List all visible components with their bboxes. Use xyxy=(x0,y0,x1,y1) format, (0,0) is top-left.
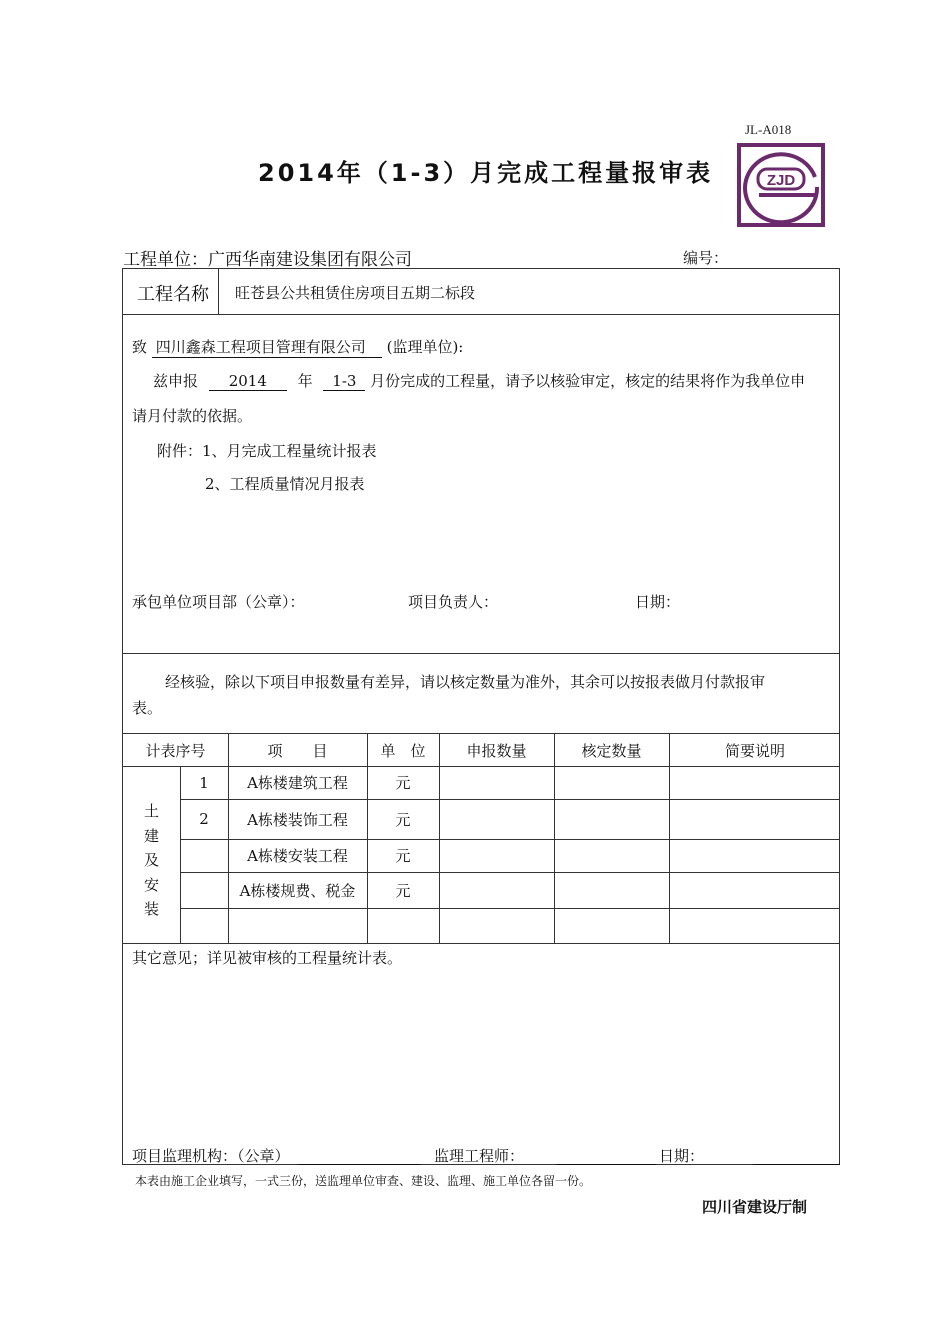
row-1-item: A栋楼建筑工程 xyxy=(247,774,348,792)
row-3-declared[interactable] xyxy=(439,839,554,872)
row-1-no: 1 xyxy=(199,773,209,792)
col-header-declared: 申报数量 xyxy=(466,741,527,760)
row-5-note[interactable] xyxy=(669,908,841,943)
form-table xyxy=(122,268,840,1165)
verification-line-1: 经核验，除以下项目申报数量有差异，请以核定数量为准外，其余可以按报表做月付款报审 xyxy=(165,673,766,691)
row-4-no xyxy=(180,872,228,908)
supervisor-name[interactable]: 四川鑫森工程项目管理有限公司 xyxy=(152,336,382,358)
serial-label: 编号： xyxy=(683,249,729,267)
col-header-no: 计表序号 xyxy=(145,741,206,760)
row-3-approved[interactable] xyxy=(554,839,669,872)
col-header-note: 简要说明 xyxy=(724,741,785,760)
attachments-line-1: 附件：1、月完成工程量统计报表 xyxy=(157,442,377,460)
engineer-signature-line[interactable] xyxy=(556,1164,656,1165)
page-title: 2014年（1-3）月完成工程量报审表 xyxy=(258,159,714,187)
row-2-declared[interactable] xyxy=(439,799,554,839)
row-5-declared[interactable] xyxy=(439,908,554,943)
row-2-note[interactable] xyxy=(669,799,841,839)
row-3-note[interactable] xyxy=(669,839,841,872)
other-opinion: 其它意见；详见被审核的工程量统计表。 xyxy=(132,949,403,967)
row-4-declared[interactable] xyxy=(439,872,554,908)
zjd-logo-icon xyxy=(737,143,825,227)
supervision-org-label: 项目监理机构：（公章） xyxy=(132,1147,290,1165)
declare-months[interactable]: 1-3 xyxy=(323,372,365,391)
row-2-unit: 元 xyxy=(395,810,411,829)
form-code: JL-A018 xyxy=(745,122,792,137)
supervision-date-label: 日期： xyxy=(659,1147,705,1165)
row-1-declared[interactable] xyxy=(439,766,554,799)
row-3-item: A栋楼安装工程 xyxy=(247,847,348,865)
declare-year[interactable]: 2014 xyxy=(209,372,287,391)
row-5-no xyxy=(180,908,228,943)
svg-text:ZJD: ZJD xyxy=(766,172,796,189)
verification-line-2: 表。 xyxy=(132,699,163,717)
issuer-label: 四川省建设厅制 xyxy=(702,1198,808,1216)
row-1-approved[interactable] xyxy=(554,766,669,799)
contractor-label: 工程单位： xyxy=(123,250,208,270)
row-1-note[interactable] xyxy=(669,766,841,799)
date-signature-line[interactable] xyxy=(753,1164,840,1165)
contractor-line xyxy=(123,245,412,270)
project-manager-label: 项目负责人： xyxy=(408,593,499,611)
footer-note: 本表由施工企业填写，一式三份，送监理单位审查、建设、监理、施工单位各留一份。 xyxy=(135,1174,592,1188)
attachment-2: 2、工程质量情况月报表 xyxy=(205,475,365,493)
row-4-unit: 元 xyxy=(395,881,411,900)
group-label-civil-install: 土 建 及 安 装 xyxy=(143,802,159,918)
row-5-item[interactable] xyxy=(228,908,367,943)
supervision-engineer-label: 监理工程师： xyxy=(434,1147,525,1165)
row-1-unit: 元 xyxy=(395,774,411,792)
project-name-label: 工程名称 xyxy=(137,284,209,305)
contractor-value: 广西华南建设集团有限公司 xyxy=(208,250,412,270)
col-header-approved: 核定数量 xyxy=(581,741,642,760)
row-3-no xyxy=(180,839,228,872)
contractor-seal-label: 承包单位项目部（公章）： xyxy=(132,593,305,611)
row-4-item: A栋楼规费、税金 xyxy=(239,881,356,900)
declaration-line: 兹申报 2014 年 1-3 月份完成的工程量，请予以核验审定，核定的结果将作为我单位申 xyxy=(153,372,806,390)
row-5-approved[interactable] xyxy=(554,908,669,943)
col-header-unit: 单 位 xyxy=(380,741,426,760)
row-4-approved[interactable] xyxy=(554,872,669,908)
row-4-note[interactable] xyxy=(669,872,841,908)
row-2-item: A栋楼装饰工程 xyxy=(247,810,348,829)
addressee-line: 致 四川鑫森工程项目管理有限公司 (监理单位): xyxy=(132,338,464,356)
declaration-line-2: 请月付款的依据。 xyxy=(132,407,253,425)
col-header-item: 项 目 xyxy=(267,741,328,760)
row-2-no: 2 xyxy=(199,810,209,828)
attachment-1: 1、月完成工程量统计报表 xyxy=(202,442,377,460)
row-2-approved[interactable] xyxy=(554,799,669,839)
project-name-value[interactable]: 旺苍县公共租赁住房项目五期二标段 xyxy=(235,284,476,302)
row-3-unit: 元 xyxy=(395,847,411,865)
row-5-unit[interactable] xyxy=(367,908,439,943)
org-signature-line[interactable] xyxy=(298,1164,421,1165)
contractor-date-label: 日期： xyxy=(635,593,681,611)
